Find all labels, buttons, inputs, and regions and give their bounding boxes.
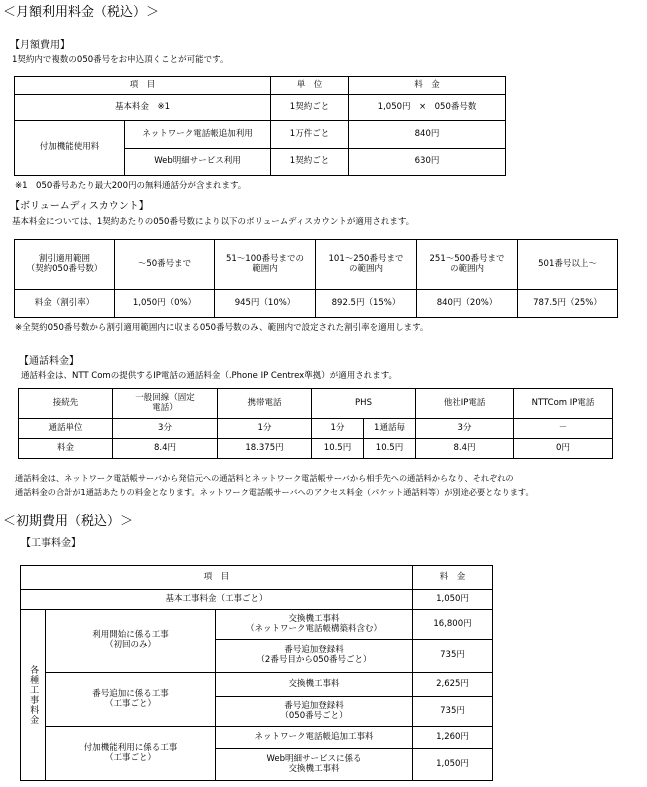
header-price: 料 金	[349, 77, 506, 95]
add-item-2: 番号追加登録料 （050番号ごと）	[216, 697, 413, 727]
opt2-name: Web明細サービス利用	[125, 149, 271, 176]
start-price-2: 735円	[413, 640, 493, 673]
price-5: 787.5円（25%）	[518, 290, 618, 318]
add-price-2: 735円	[413, 697, 493, 727]
head-fixed: 一般回線（固定 電話）	[113, 389, 218, 419]
monthly-table	[14, 76, 506, 176]
initial-section-title: 【工事料金】	[21, 538, 81, 549]
range-4: 251～500番号まで の範囲内	[417, 240, 518, 290]
opt2-price: 630円	[349, 149, 506, 176]
range-5: 501番号以上～	[518, 240, 618, 290]
unit-label: 通話単位	[19, 419, 113, 439]
monthly-title: ＜月額利用料金（税込）＞	[3, 5, 160, 20]
price-1: 1,050円（0%）	[115, 290, 215, 318]
optional-fee-label: 付加機能使用料	[15, 121, 125, 176]
volume-table	[14, 239, 618, 318]
head-ntt: NTTCom IP電話	[514, 389, 613, 419]
call-section-title: 【通話料金】	[19, 356, 79, 367]
range-label: 割引適用範囲 （契約050番号数）	[15, 240, 115, 290]
price-3: 892.5円（15%）	[316, 290, 417, 318]
call-intro: 通話料金は、NTT Comの提供するIP電話の通話料金（.Phone IP Centrex準拠）が適用されます。	[21, 371, 398, 381]
head-mobile: 携帯電話	[218, 389, 312, 419]
volume-section-title: 【ボリュームディスカウント】	[10, 201, 149, 212]
head-item: 項 目	[21, 566, 413, 590]
add-work-label: 番号追加に係る工事 （工事ごと）	[46, 673, 216, 727]
price-ntt: 0円	[514, 439, 613, 459]
start-item-1: 交換機工事料 （ネットワーク電話帳構築料含む）	[216, 610, 413, 640]
opt-price-2: 1,050円	[413, 749, 493, 781]
price-row-label: 料金	[19, 439, 113, 459]
call-table	[18, 388, 613, 459]
unit-phs-a: 1分	[312, 419, 364, 439]
head-dest: 接続先	[19, 389, 113, 419]
opt-item-2: Web明細サービスに係る 交換機工事料	[216, 749, 413, 781]
header-item: 項 目	[15, 77, 271, 95]
unit-fixed: 3分	[113, 419, 218, 439]
unit-other: 3分	[416, 419, 514, 439]
unit-mobile: 1分	[218, 419, 312, 439]
opt1-price: 840円	[349, 121, 506, 149]
start-price-1: 16,800円	[413, 610, 493, 640]
basic-work-label: 基本工事料金（工事ごと）	[21, 590, 413, 610]
price-4: 840円（20%）	[417, 290, 518, 318]
unit-ntt: －	[514, 419, 613, 439]
construction-table	[20, 565, 493, 781]
price-2: 945円（10%）	[215, 290, 316, 318]
monthly-note: ※1 050番号あたり最大200円の無料通話分が含まれます。	[15, 181, 247, 191]
price-phs-a: 10.5円	[312, 439, 364, 459]
start-item-2: 番号追加登録料 （2番号目から050番号ごと）	[216, 640, 413, 673]
monthly-intro: 1契約内で複数の050番号をお申込頂くことが可能です。	[12, 55, 229, 65]
basic-fee-label: 基本料金 ※1	[15, 95, 271, 121]
opt1-unit: 1万件ごと	[271, 121, 349, 149]
volume-intro: 基本料金については、1契約あたりの050番号数により以下のボリュームディスカウントが適用されます。	[12, 217, 415, 227]
add-item-1: 交換機工事料	[216, 673, 413, 697]
price-mobile: 18.375円	[218, 439, 312, 459]
head-price: 料 金	[413, 566, 493, 590]
call-note-line-2: 通話料金の合計が1通話あたりの料金となります。ネットワーク電話帳サーバへのアクセス料金（パケット通話料等）が別途必要となります。	[15, 487, 534, 497]
monthly-section-title: 【月額費用】	[10, 40, 70, 51]
basic-fee-price: 1,050円 × 050番号数	[349, 95, 506, 121]
head-other: 他社IP電話	[416, 389, 514, 419]
opt-item-1: ネットワーク電話帳追加工事料	[216, 727, 413, 749]
opt2-unit: 1契約ごと	[271, 149, 349, 176]
price-fixed: 8.4円	[113, 439, 218, 459]
range-2: 51～100番号までの 範囲内	[215, 240, 316, 290]
start-work-label: 利用開始に係る工事 （初回のみ）	[46, 610, 216, 673]
header-unit: 単 位	[271, 77, 349, 95]
opt-work-label: 付加機能利用に係る工事 （工事ごと）	[46, 727, 216, 781]
range-1: ～50番号まで	[115, 240, 215, 290]
initial-title: ＜初期費用（税込）＞	[3, 514, 134, 529]
call-note-line-1: 通話料金は、ネットワーク電話帳サーバから発信元への通話料とネットワーク電話帳サーバから相手先への通話料からなり、それぞれの	[15, 473, 514, 483]
opt1-name: ネットワーク電話帳追加利用	[125, 121, 271, 149]
head-phs: PHS	[312, 389, 416, 419]
basic-work-price: 1,050円	[413, 590, 493, 610]
price-label: 料金（割引率）	[15, 290, 115, 318]
basic-fee-unit: 1契約ごと	[271, 95, 349, 121]
price-other: 8.4円	[416, 439, 514, 459]
range-3: 101～250番号まで の範囲内	[316, 240, 417, 290]
add-price-1: 2,625円	[413, 673, 493, 697]
group-label: 各種工事料金	[21, 610, 46, 781]
price-phs-b: 10.5円	[364, 439, 416, 459]
volume-note: ※全契約050番号数から割引適用範囲内に収まる050番号数のみ、範囲内で設定された割引率を適用します。	[15, 323, 429, 333]
unit-phs-b: 1通話毎	[364, 419, 416, 439]
opt-price-1: 1,260円	[413, 727, 493, 749]
